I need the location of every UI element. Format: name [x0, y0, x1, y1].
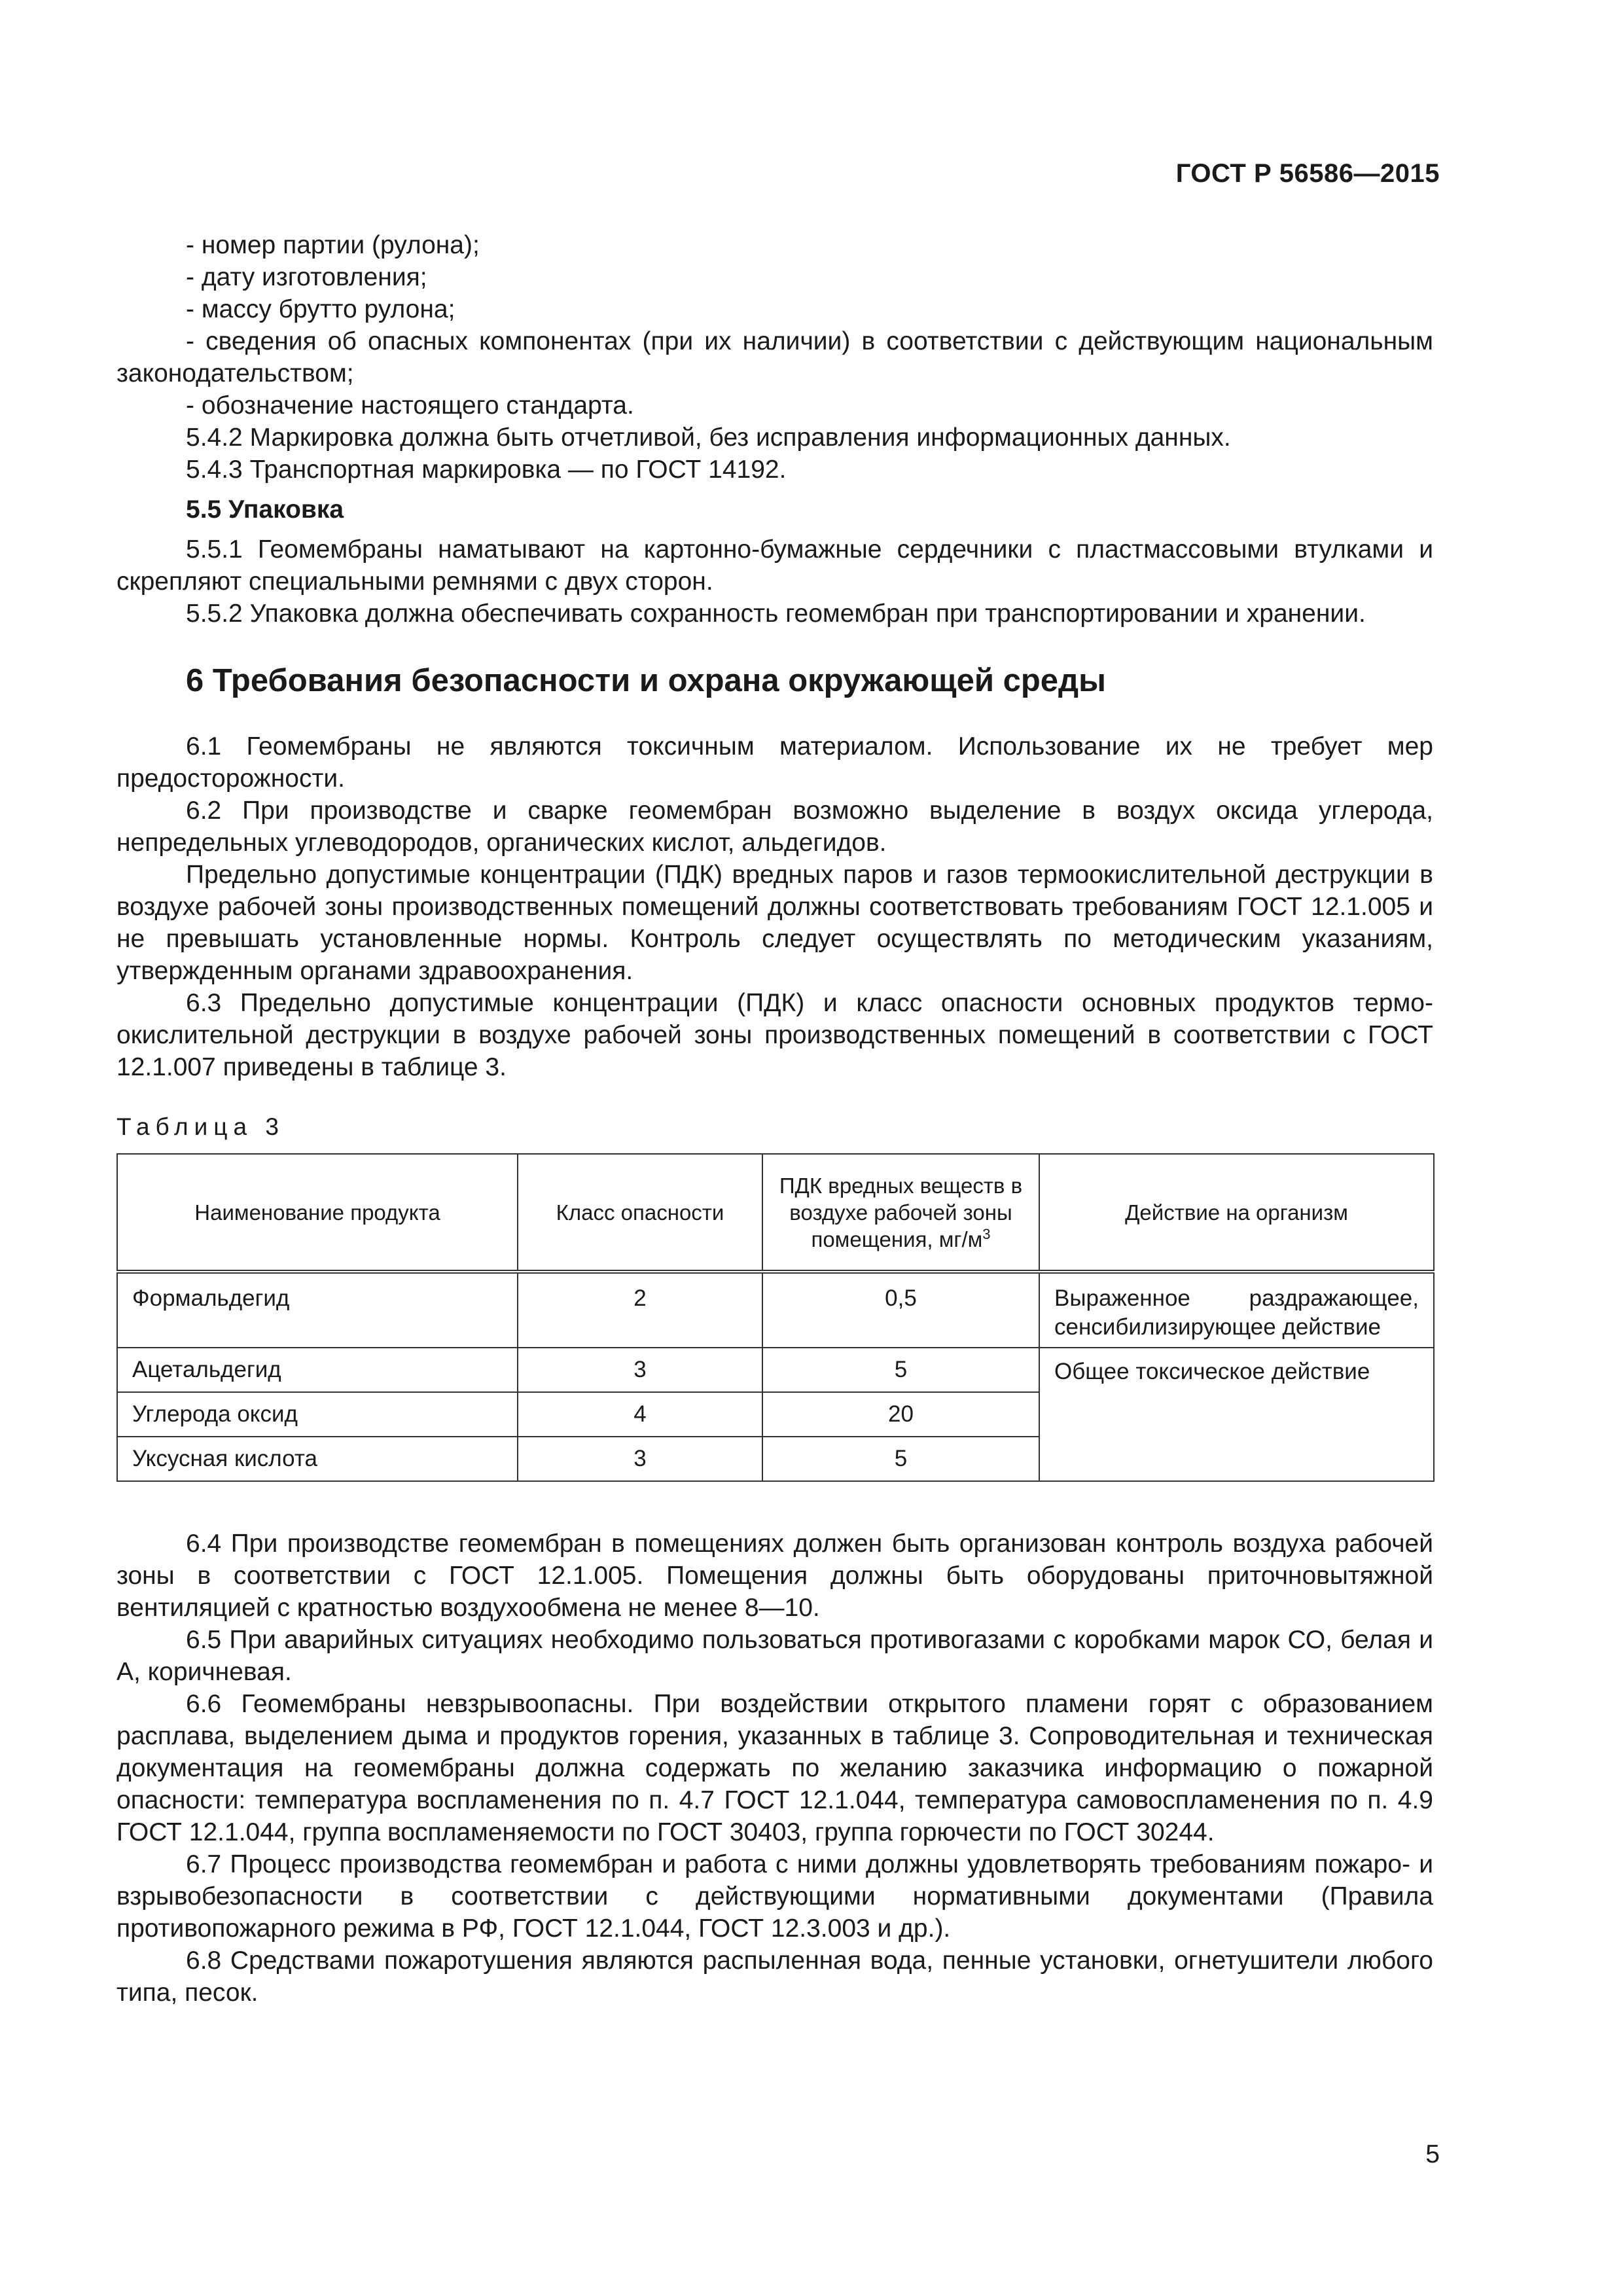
header-action: Действие на организм: [1039, 1154, 1434, 1272]
header-hazard-class: Класс опасности: [518, 1154, 762, 1272]
header-product-name: Наименование продукта: [117, 1154, 518, 1272]
header-pdk-superscript: 3: [982, 1225, 991, 1242]
paragraph-6-7: 6.7 Процесс производства геомембран и работа с ними должны удовлетворять требованиям пожаро- и взрывобезопасности в соответствии с действующими нормативными документами (Правила противопожарного режима в РФ, ГОСТ 12.1.044, ГОСТ 12.3.003 и др.).: [116, 1850, 1433, 1943]
cell-hazard-class: 3: [518, 1437, 762, 1481]
cell-pdk: 5: [762, 1437, 1039, 1481]
paragraph-6-3: 6.3 Предельно допустимые концентрации (ПДК) и класс опасности основных продуктов термоокислительной деструкции в воздухе рабочей зоны производственных помещений в соответствии с ГОСТ 12.1.007 приведены в таблице 3.: [116, 989, 1433, 1081]
section-heading-6: 6 Требования безопасности и охрана окружающей среды: [186, 663, 1106, 698]
list-item: - обозначение настоящего стандарта.: [186, 391, 634, 420]
table-row: [117, 1348, 1434, 1392]
paragraph-6-8: 6.8 Средствами пожаротушения являются распыленная вода, пенные установки, огнетушители любого типа, песок.: [116, 1946, 1433, 2007]
paragraph-5-4-2: 5.4.2 Маркировка должна быть отчетливой, без исправления информационных данных.: [186, 423, 1231, 452]
list-item: - номер партии (рулона);: [186, 231, 480, 259]
cell-product-name: Ацетальдегид: [117, 1348, 518, 1392]
cell-hazard-class: 2: [518, 1272, 762, 1348]
page-number: 5: [1425, 2140, 1440, 2168]
paragraph-5-5-2: 5.5.2 Упаковка должна обеспечивать сохранность геомембран при транспортировании и хранении.: [186, 600, 1366, 628]
table-row: [117, 1272, 1434, 1348]
cell-hazard-class: 4: [518, 1392, 762, 1437]
paragraphs-after-table: [116, 1528, 1433, 2009]
table-caption: Таблица 3: [116, 1113, 285, 1140]
header-pdk: [762, 1154, 1039, 1272]
paragraph-5-4-3: 5.4.3 Транспортная маркировка — по ГОСТ 14192.: [186, 456, 787, 484]
cell-pdk: 20: [762, 1392, 1039, 1437]
header-pdk-text: ПДК вредных веществ в воздухе рабочей зоны помещения, мг/м: [779, 1173, 1023, 1251]
paragraph-6-5: 6.5 При аварийных ситуациях необходимо пользоваться противогазами с коробками марок СО, белая и А, коричневая.: [116, 1626, 1433, 1686]
table-3: [116, 1153, 1435, 1482]
page-content: [116, 229, 1433, 2009]
paragraph-6-1: 6.1 Геомембраны не являются токсичным материалом. Использование их не требует мер предосторожности.: [116, 732, 1433, 793]
paragraph-pdk: Предельно допустимые концентрации (ПДК) вредных паров и газов термоокислительной деструкции в воздухе рабочей зоны производственных помещений должны соответствовать требованиям ГОСТ 12.1.005 и не превышать установленные нормы. Контроль следует осуществлять по методическим указаниям, утвержденным органами здравоохранения.: [116, 861, 1433, 985]
cell-product-name: Углерода оксид: [117, 1392, 518, 1437]
cell-hazard-class: 3: [518, 1348, 762, 1392]
cell-product-name: Формальдегид: [117, 1272, 518, 1348]
cell-action-merged: Общее токсическое действие: [1039, 1348, 1434, 1481]
list-item: - сведения об опасных компонентах (при их наличии) в соответствии с действующим национальным законодательством;: [116, 327, 1433, 387]
cell-pdk: 0,5: [762, 1272, 1039, 1348]
paragraph-6-6: 6.6 Геомембраны невзрывоопасны. При воздействии открытого пламени горят с образованием расплава, выделением дыма и продуктов горения, указанных в таблице 3. Сопроводительная и техническая документация на геомембраны должна содержать по желанию заказчика информацию о пожарной опасности: температура воспламенения по п. 4.7 ГОСТ 12.1.044, температура самовоспламенения по п. 4.9 ГОСТ 12.1.044, группа воспламеняемости по ГОСТ 30403, группа горючести по ГОСТ 30244.: [116, 1690, 1433, 1846]
paragraph-6-4: 6.4 При производстве геомембран в помещениях должен быть организован контроль воздуха рабочей зоны в соответствии с ГОСТ 12.1.005. Помещения должны быть оборудованы приточновытяжной вентиляцией с кратностью воздухообмена не менее 8—10.: [116, 1530, 1433, 1622]
document-id-header: ГОСТ Р 56586—2015: [1175, 159, 1440, 188]
table-header-row: [117, 1154, 1434, 1272]
list-item: - массу брутто рулона;: [186, 295, 455, 323]
cell-action: Выраженное раздражающее, сенсибилизирующее действие: [1039, 1272, 1434, 1348]
cell-product-name: Уксусная кислота: [117, 1437, 518, 1481]
list-item: - дату изготовления;: [186, 263, 427, 291]
cell-pdk: 5: [762, 1348, 1039, 1392]
paragraph-5-5-1: 5.5.1 Геомембраны наматывают на картонно-бумажные сердечники с пластмассовыми втулками и скрепляют специальными ремнями с двух сторон.: [116, 535, 1433, 596]
paragraph-6-2: 6.2 При производстве и сварке геомембран возможно выделение в воздух оксида углерода, непредельных углеводородов, органических кислот, альдегидов.: [116, 797, 1433, 857]
section-heading-5-5: 5.5 Упаковка: [186, 495, 344, 524]
